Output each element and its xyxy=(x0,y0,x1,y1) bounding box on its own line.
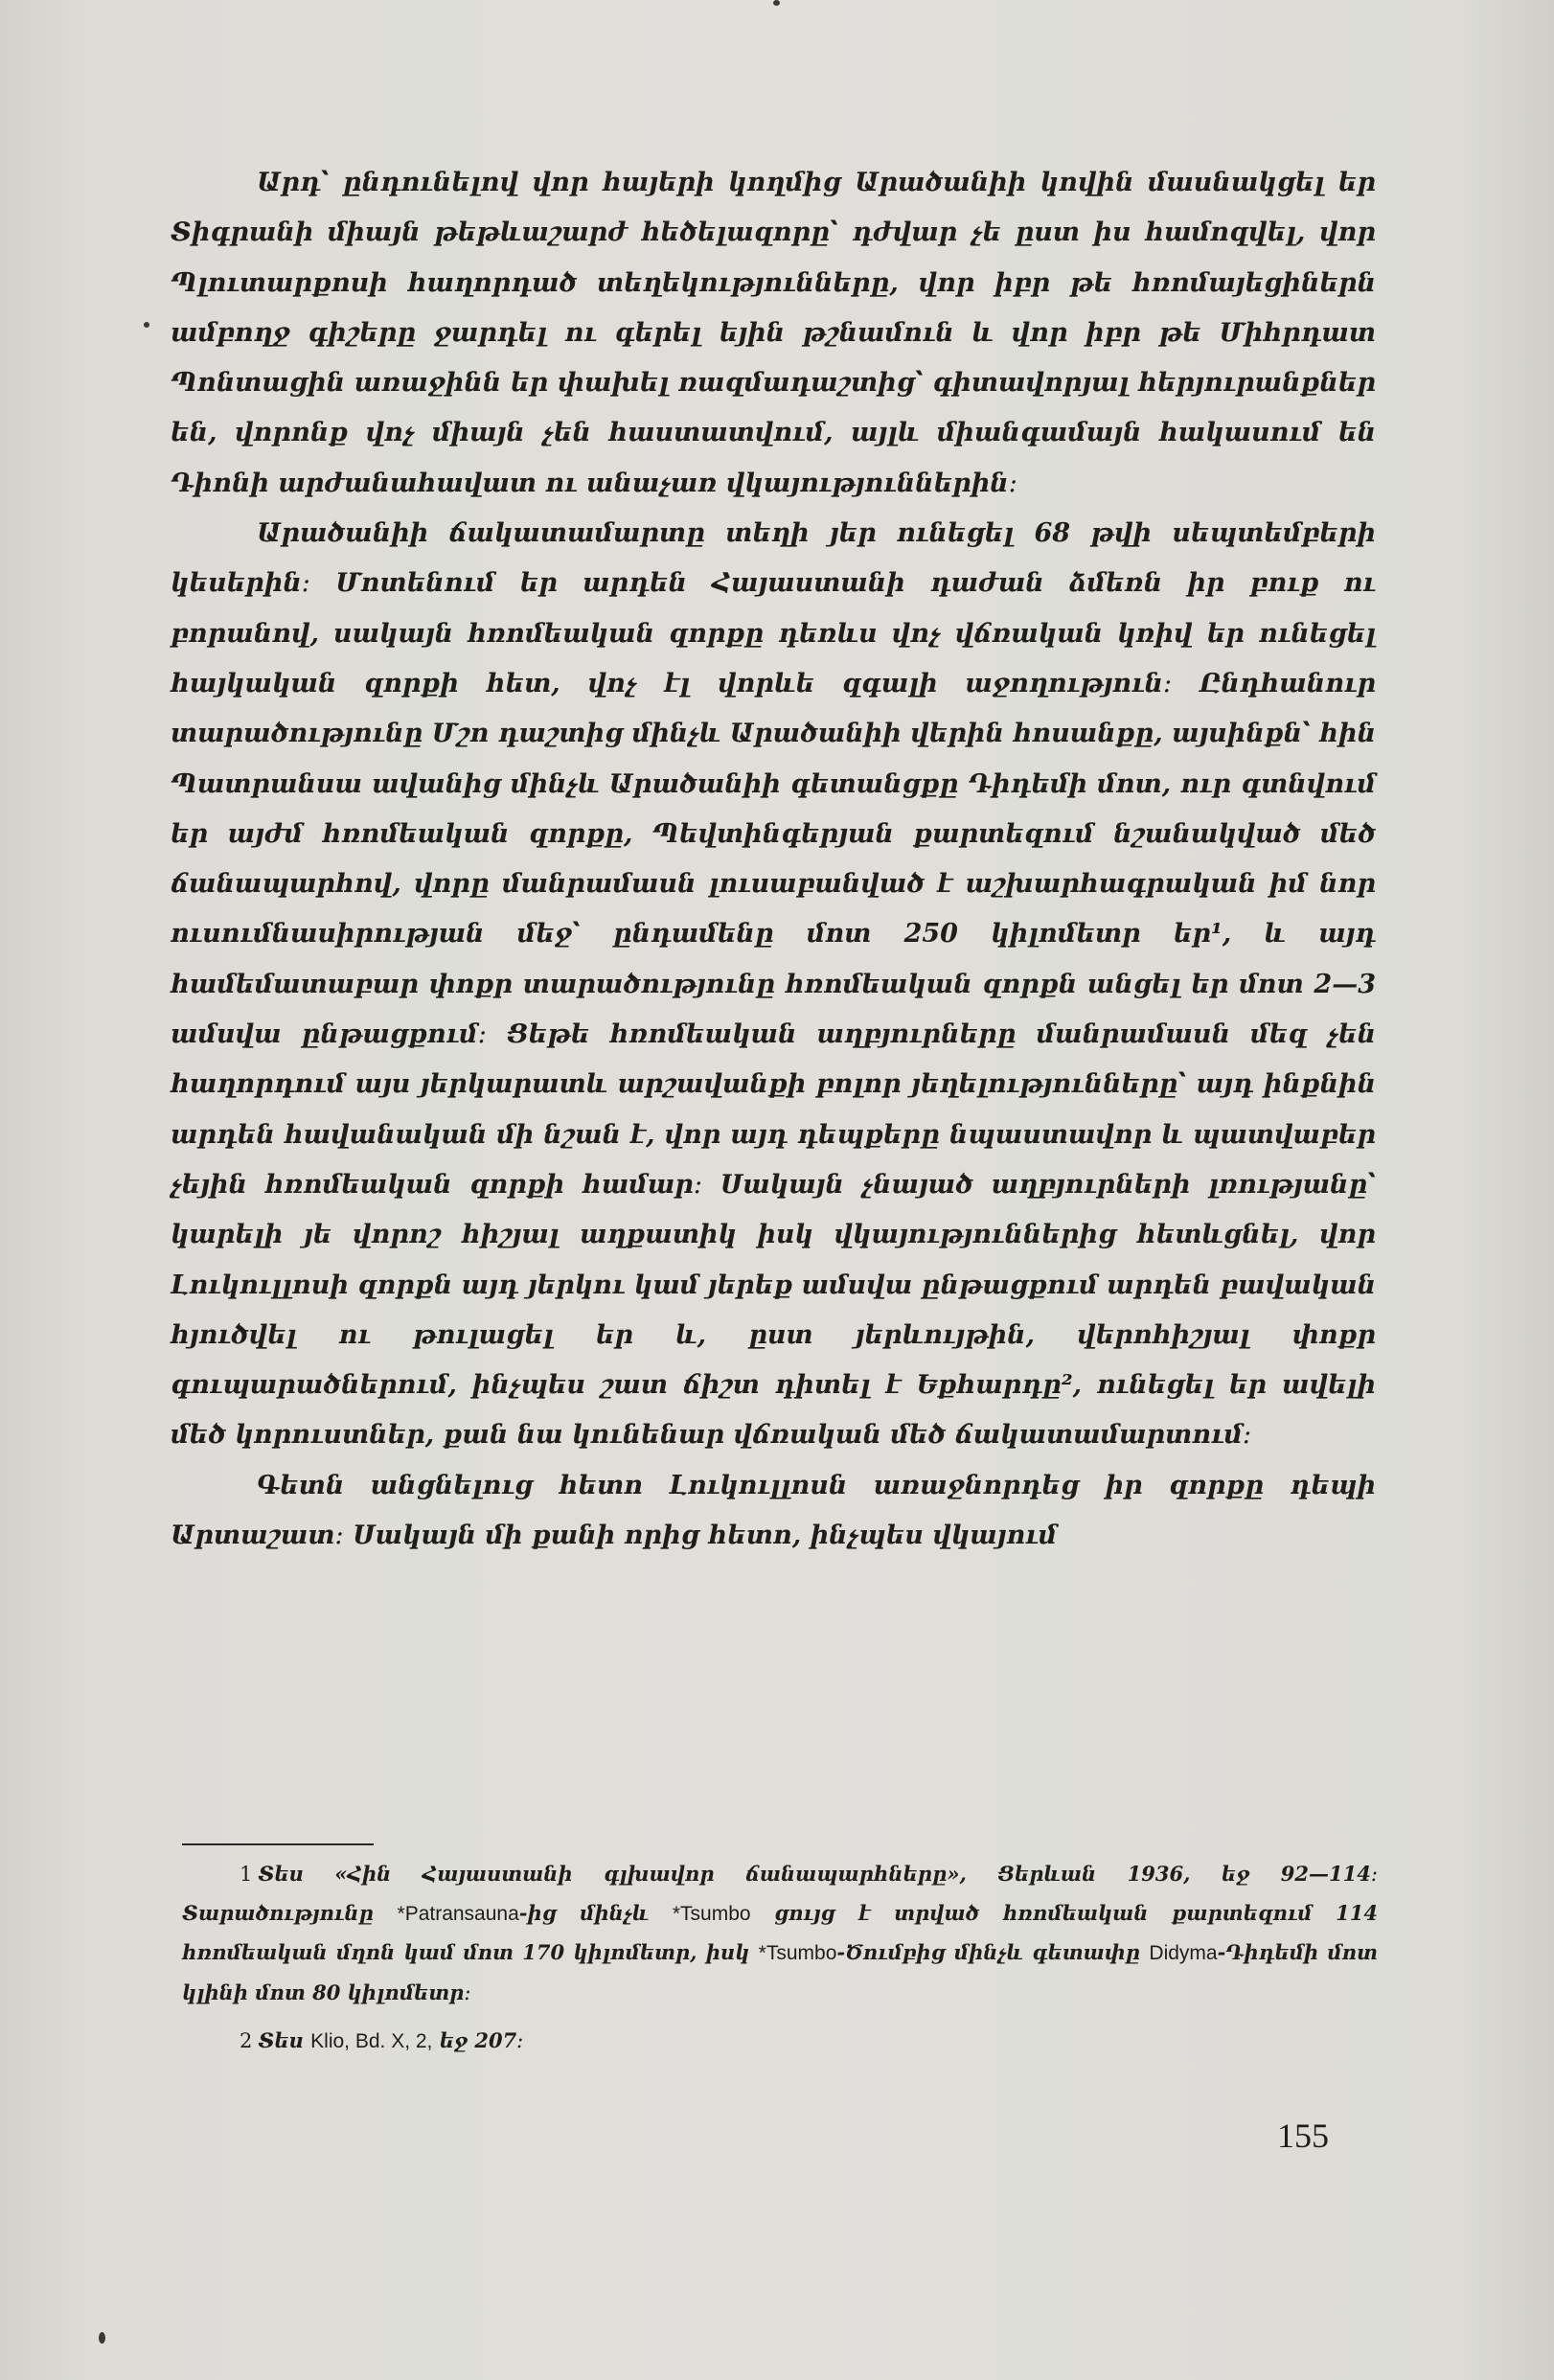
footnote-2 xyxy=(182,2022,1378,2062)
print-speck-left xyxy=(144,322,149,328)
footnote-text: -Ծումբից մինչև գետափը xyxy=(836,1940,1150,1964)
footnote-number: 1 xyxy=(240,1863,253,1886)
main-text xyxy=(171,158,1376,1561)
footnote-text: Տես xyxy=(258,2028,311,2052)
page-number: 155 xyxy=(1277,2117,1329,2155)
footnote-text: ցույց է տրված հռոմեական քարտեզում 114 հռոմեական մղոն կամ մոտ 170 կիլոմետր, իսկ xyxy=(182,1900,1378,1964)
footnote-text: -Դիդեմի մոտ կլինի մոտ 80 կիլոմետր։ xyxy=(182,1940,1378,2004)
footnotes xyxy=(182,1855,1378,2062)
print-speck-bottom xyxy=(99,2332,105,2344)
footnote-text: եջ 207։ xyxy=(432,2028,524,2052)
paragraph-3: Գետն անցնելուց հետո Լուկուլլոսն առաջնորդեց իր զորքը դեպի Արտաշատ։ Սակայն մի քանի որից հետո, ինչպես վկայում xyxy=(171,1470,1376,1551)
footnote-1 xyxy=(182,1855,1378,2012)
paragraph-1: Արդ՝ ընդունելով վոր հայերի կողմից Արածանիի կովին մասնակցել եր Տիգրանի միայն թեթևաշարժ հեծելազորը՝ դժվար չե ըստ իս համոզվել, վոր Պլուտարքոսի հաղորդած տեղեկությունները, վոր իբր թե հռոմայեցիներն ամբողջ գիշերը ջարդել ու գերել եյին թշնամուն և վոր իբր թե Միհրդատ Պոնտացին առաջինն եր փախել ռազմադաշտից՝ գիտավորյալ հերյուրանքներ են, վորոնք վոչ միայն չեն հաստատվում, այլև միանգամայն հակասում են Դիոնի արժանահավատ ու անաչառ վկայություններին։ xyxy=(171,168,1376,498)
footnote-text: Տես «Հին Հայաստանի գլխավոր ճանապարհները», Ցերևան 1936, եջ 92—114։ Տարածությունը xyxy=(182,1862,1378,1925)
paragraph-2: Արածանիի ճակատամարտը տեղի յեր ունեցել 68 թվի սեպտեմբերի կեսերին։ Մոտենում եր արդեն Հայաստանի դաժան ձմեռն իր բուք ու բորանով, սակայն հռոմեական զորքը դեռևս վոչ վճռական կռիվ եր ունեցել հայկական զորքի հետ, վոչ էլ վորևե զգալի աջողություն։ Ընդհանուր տարածությունը Մշո դաշտից մինչև Արածանիի վերին հոսանքը, այսինքն՝ հին Պատրանսա ավանից մինչև Արածանիի գետանցքը Դիդեմի մոտ, ուր գտնվում եր այժմ հռոմեական զորքը, Պեվտինգերյան քարտեզում նշանակված մեծ ճանապարհով, վորը մանրամասն լուսաբանված է աշխարհագրական իմ նոր ուսումնասիրության մեջ՝ ընդամենը մոտ 250 կիլոմետր եր¹, և այդ համեմատաբար փոքր տարածությունը հռոմեական զորքն անցել եր մոտ 2—3 ամսվա ընթացքում։ Ցեթե հռոմեական աղբյուրները մանրամասն մեզ չեն հաղորդում այս յերկարատև արշավանքի բոլոր յեղելությունները՝ այդ ինքնին արդեն հավանական մի նշան է, վոր այդ դեպքերը նպաստավոր և պատվաբեր չեյին հռոմեական զորքի համար։ Սակայն չնայած աղբյուրների լռությանը՝ կարելի յե վորոշ հիշյալ աղքատիկ իսկ վկայություններից հետևցնել, վոր Լուկուլլոսի զորքն այդ յերկու կամ յերեք ամսվա ընթացքում արդեն բավական հյուծվել ու թուլացել եր և, ըստ յերևույթին, վերոհիշյալ փոքր գուպարածներում, ինչպես շատ ճիշտ դիտել է Եքհարդը², ունեցել եր ավելի մեծ կորուստներ, քան նա կունենար վճռական մեծ ճակատամարտում։ xyxy=(171,518,1376,1451)
footnote-latin-text: Didyma xyxy=(1149,1942,1218,1964)
footnote-latin-text: Klio, Bd. X, 2, xyxy=(310,2030,433,2052)
footnote-number: 2 xyxy=(240,2029,253,2052)
footnote-text: -ից մինչև xyxy=(518,1900,673,1925)
footnote-latin-text: *Tsumbo xyxy=(672,1902,751,1925)
print-speck-top xyxy=(773,0,780,6)
footnote-latin-text: *Tsumbo xyxy=(758,1942,837,1964)
footnote-latin-text: *Patransauna xyxy=(397,1902,519,1925)
footnote-divider xyxy=(182,1843,374,1845)
